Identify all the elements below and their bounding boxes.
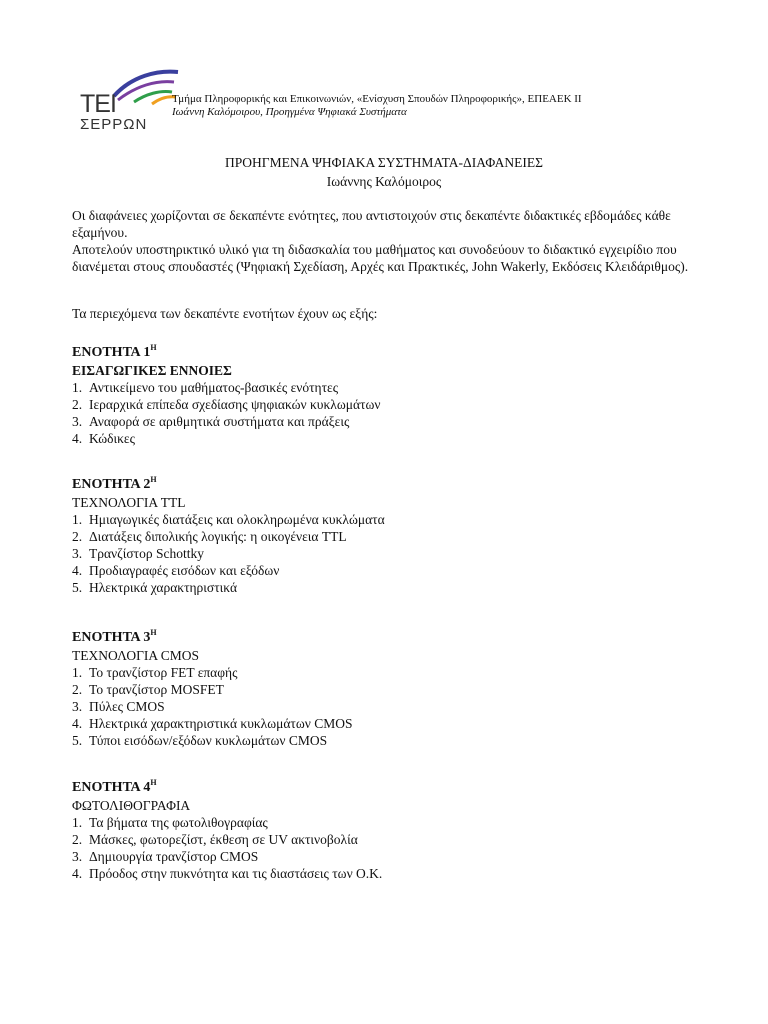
list-item-text: Ηλεκτρικά χαρακτηριστικά κυκλωμάτων CMOS (89, 716, 353, 731)
section-subtitle: ΤΕΧΝΟΛΟΓΙΑ TTL (72, 495, 186, 510)
list-item-text: Προδιαγραφές εισόδων και εξόδων (89, 563, 280, 578)
list-item (72, 545, 712, 562)
list-item (72, 528, 712, 545)
section-topic-list (72, 379, 712, 447)
list-item-number: 4. (72, 563, 83, 578)
list-item (72, 848, 712, 865)
list-item (72, 511, 712, 528)
list-item-text: Τύποι εισόδων/εξόδων κυκλωμάτων CMOS (89, 733, 328, 748)
intro-paragraph-1: Οι διαφάνειες χωρίζονται σε δεκαπέντε ενότητες, που αντιστοιχούν στις δεκαπέντε διδακτικές εβδομάδες κάθε εξαμήνου. (72, 208, 671, 240)
header-line-1: Τμήμα Πληροφορικής και Επικοινωνιών, «Ενίσχυση Σπουδών Πληροφορικής», ΕΠΕΑΕΚ ΙΙ (172, 93, 582, 105)
list-item (72, 413, 712, 430)
contents-intro-line: Τα περιεχόμενα των δεκαπέντε ενοτήτων έχουν ως εξής: (72, 306, 378, 321)
section-2 (72, 471, 712, 596)
list-item (72, 831, 712, 848)
section-3 (72, 624, 712, 749)
list-item-number: 1. (72, 512, 83, 527)
section-4 (72, 774, 712, 882)
list-item (72, 715, 712, 732)
list-item-number: 4. (72, 716, 83, 731)
intro-text (72, 207, 692, 275)
list-item-text: Το τρανζίστορ MOSFET (89, 682, 224, 697)
list-item-text: Πύλες CMOS (89, 699, 165, 714)
list-item-text: Μάσκες, φωτορεζίστ, έκθεση σε UV ακτινοβολία (89, 832, 358, 847)
list-item-number: 3. (72, 546, 83, 561)
section-topic-list (72, 511, 712, 596)
list-item (72, 430, 712, 447)
list-item-text: Τα βήματα της φωτολιθογραφίας (89, 815, 268, 830)
list-item-number: 1. (72, 380, 83, 395)
section-heading-sup: Η (150, 628, 157, 637)
header-line-2: Ιωάννη Καλόμοιρου, Προηγμένα Ψηφιακά Συστήματα (172, 106, 407, 118)
section-subtitle: ΕΙΣΑΓΩΓΙΚΕΣ ΕΝΝΟΙΕΣ (72, 363, 232, 378)
section-heading (72, 774, 712, 797)
list-item-number: 3. (72, 849, 83, 864)
list-item-number: 2. (72, 397, 83, 412)
list-item-number: 1. (72, 665, 83, 680)
list-item-text: Αναφορά σε αριθμητικά συστήματα και πράξεις (89, 414, 350, 429)
document-title: ΠΡΟΗΓΜΕΝΑ ΨΗΦΙΑΚΑ ΣΥΣΤΗΜΑΤΑ-ΔΙΑΦΑΝΕΙΕΣ (225, 155, 543, 170)
institution-logo (72, 66, 182, 138)
list-item-number: 3. (72, 699, 83, 714)
list-item (72, 664, 712, 681)
section-heading-text: ΕΝΟΤΗΤΑ 1 (72, 345, 151, 360)
section-heading-sup: Η (150, 343, 157, 352)
logo-text-top: ΤΕΙ (80, 90, 116, 118)
list-item-text: Τρανζίστορ Schottky (89, 546, 204, 561)
section-heading (72, 339, 712, 362)
list-item (72, 814, 712, 831)
list-item-text: Δημιουργία τρανζίστορ CMOS (89, 849, 259, 864)
section-subtitle: ΤΕΧΝΟΛΟΓΙΑ CMOS (72, 648, 200, 663)
list-item-number: 1. (72, 815, 83, 830)
list-item-number: 2. (72, 682, 83, 697)
section-heading (72, 471, 712, 494)
list-item (72, 379, 712, 396)
section-1 (72, 339, 712, 447)
list-item (72, 562, 712, 579)
list-item (72, 396, 712, 413)
section-heading-text: ΕΝΟΤΗΤΑ 4 (72, 780, 151, 795)
list-item (72, 681, 712, 698)
list-item-text: Ηλεκτρικά χαρακτηριστικά (89, 580, 238, 595)
list-item (72, 579, 712, 596)
intro-paragraph-2: Αποτελούν υποστηρικτικό υλικό για τη διδασκαλία του μαθήματος και συνοδεύουν το διδακτικό εγχειρίδιο που διανέμεται στους σπουδαστές (Ψηφιακή Σχεδίαση, Αρχές και Πρακτικές, John Wakerly, Εκδόσεις Κλειδάριθμος). (72, 242, 689, 274)
header-text (172, 93, 582, 119)
list-item-number: 4. (72, 431, 83, 446)
list-item-number: 3. (72, 414, 83, 429)
section-heading-text: ΕΝΟΤΗΤΑ 3 (72, 630, 151, 645)
section-topic-list (72, 664, 712, 749)
list-item-text: Διατάξεις διπολικής λογικής: η οικογένεια TTL (89, 529, 347, 544)
document-author: Ιωάννης Καλόμοιρος (326, 174, 442, 189)
list-item-text: Ημιαγωγικές διατάξεις και ολοκληρωμένα κυκλώματα (89, 512, 385, 527)
list-item-number: 4. (72, 866, 83, 881)
list-item-number: 2. (72, 832, 83, 847)
list-item (72, 698, 712, 715)
list-item-text: Το τρανζίστορ FET επαφής (89, 665, 238, 680)
list-item-text: Αντικείμενο του μαθήματος-βασικές ενότητες (89, 380, 339, 395)
list-item-text: Ιεραρχικά επίπεδα σχεδίασης ψηφιακών κυκλωμάτων (89, 397, 381, 412)
list-item-number: 2. (72, 529, 83, 544)
section-heading-text: ΕΝΟΤΗΤΑ 2 (72, 477, 151, 492)
section-heading-sup: Η (150, 778, 157, 787)
list-item (72, 732, 712, 749)
list-item-text: Κώδικες (89, 431, 135, 446)
list-item-number: 5. (72, 580, 83, 595)
section-subtitle: ΦΩΤΟΛΙΘΟΓΡΑΦΙΑ (72, 798, 191, 813)
section-topic-list (72, 814, 712, 882)
section-heading (72, 624, 712, 647)
list-item-number: 5. (72, 733, 83, 748)
section-heading-sup: Η (150, 475, 157, 484)
logo-text-bottom: ΣΕΡΡΩΝ (80, 116, 148, 133)
list-item (72, 865, 712, 882)
list-item-text: Πρόοδος στην πυκνότητα και τις διαστάσεις των Ο.Κ. (89, 866, 383, 881)
